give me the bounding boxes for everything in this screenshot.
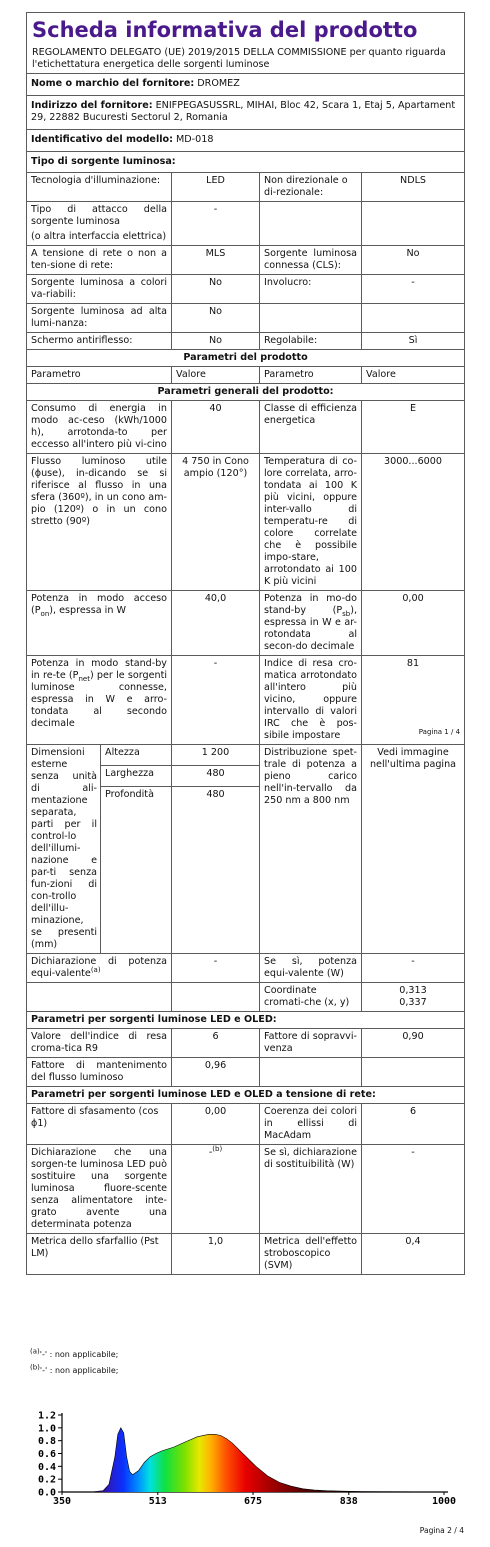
page-number-1: Pagina 1 / 4: [418, 728, 461, 736]
networked-standby-text: Potenza in modo stand-by in re-te (P: [31, 658, 167, 681]
chromaticity-x: 0,313: [399, 985, 427, 996]
y-tick-label: 0.0: [37, 1487, 56, 1499]
networked-standby-text-2: ) per le sorgenti luminose connesse, espressa in W e arro-tondata al secondo decimale: [31, 670, 167, 729]
efficiency-class-label: Classe di efficienza energetica: [260, 401, 362, 454]
empty-cell-1: [27, 983, 172, 1012]
source-type-header: Tipo di sorgente luminosa:: [27, 152, 465, 173]
y-tick-label: 0.4: [37, 1461, 56, 1473]
chromaticity-y: 0,337: [399, 997, 427, 1008]
on-mode-power-label: [27, 591, 172, 656]
footnote-b-mark: (b): [30, 1363, 40, 1372]
replacement-claim-value: [172, 1145, 260, 1234]
standby-power-label: [260, 591, 362, 656]
source-value-2b: [362, 202, 465, 246]
source-label-6b: Regolabile:: [260, 333, 362, 350]
flicker-label: Metrica dello sfarfallio (Pst LM): [27, 1234, 172, 1275]
standby-power-value: 0,00: [362, 591, 465, 656]
equivalent-power-label: [27, 954, 172, 983]
dim-depth-label: Profondità: [101, 786, 172, 806]
source-value-6b: Sì: [362, 333, 465, 350]
footnote-b-text: '-' : non applicabile;: [39, 1366, 119, 1375]
y-tick-label: 0.6: [37, 1449, 56, 1460]
r9-label: Valore dell'indice di resa croma-tica R9: [27, 1029, 172, 1058]
r9-value: 6: [172, 1029, 260, 1058]
y-tick-label: 0.8: [37, 1436, 56, 1448]
spectral-distribution-label: Distribuzione spet-trale di potenza a pieno carico nell'in-tervallo da 250 nm a 800 nm: [260, 745, 362, 954]
standby-power-sub: sb: [342, 609, 351, 618]
supplier-address-label: Indirizzo del fornitore:: [31, 100, 153, 111]
x-tick-label: 675: [243, 1496, 263, 1507]
source-value-4b: -: [362, 275, 465, 304]
survival-factor-value: 0,90: [362, 1029, 465, 1058]
source-label-2: [27, 202, 172, 246]
standby-power-text-2: ), espressa in W e ar-rotondata al secon-do decimale: [264, 605, 357, 652]
title-cell: [27, 13, 465, 74]
source-value-5b: [362, 304, 465, 333]
lumen-maintenance-value: 0,96: [172, 1058, 260, 1087]
stroboscopic-value: 0,4: [362, 1234, 465, 1275]
source-label-3b: Sorgente luminosa connessa (CLS):: [260, 246, 362, 275]
displacement-factor-value: 0,00: [172, 1104, 260, 1145]
source-label-4: Sorgente luminosa a colori va-riabili:: [27, 275, 172, 304]
x-tick-label: 838: [339, 1496, 358, 1507]
chromaticity-label: Coordinate cromati-che (x, y): [260, 983, 362, 1012]
model-label: Identificativo del modello:: [31, 134, 173, 145]
source-value-4: No: [172, 275, 260, 304]
col-header-value-1: Valore: [172, 367, 260, 384]
supplier-name-row: [27, 74, 465, 96]
color-temperature-value: 3000...6000: [362, 454, 465, 591]
spectrum-area: [62, 1428, 444, 1492]
displacement-factor-label: Fattore di sfasamento (cos ɸ1): [27, 1104, 172, 1145]
supplier-address: ENIFPEGASUSSRL, MIHAI, Bloc 42, Scara 1, Etaj 5, Apartament 29, 22882 Bucuresti Sectorul 2, Romania: [31, 100, 456, 123]
luminous-flux-label: Flusso luminoso utile (ɸuse), in-dicando se si riferisce al flusso in una sfera (360º), in un cono am-pio (120º) o in un cono stretto (90º): [27, 454, 172, 591]
replacement-claim-label: Dichiarazione che una sorgen-te luminosa LED può sostituire una sorgente luminosa fluore-scente senza alimentatore inte-grato avente una determinata potenza: [27, 1145, 172, 1234]
x-tick-label: 513: [148, 1496, 167, 1507]
led-header: Parametri per sorgenti luminose LED e OLED:: [27, 1012, 465, 1029]
cri-label: Indice di resa cro-matica arrotondato all'intero più vicino, oppure intervallo di valori IRC che è pos-sibile impostare: [260, 656, 362, 745]
on-mode-power-text-2: ), espressa in W: [49, 605, 126, 616]
stroboscopic-label: Metrica dell'effetto stroboscopico (SVM): [260, 1234, 362, 1275]
luminous-flux-value: 4 750 in Cono ampio (120°): [172, 454, 260, 591]
equivalent-power-value: -: [172, 954, 260, 983]
model-row: [27, 130, 465, 152]
on-mode-power-text: Potenza in modo acceso (P: [31, 593, 167, 616]
col-header-param-2: Parametro: [260, 367, 362, 384]
equivalent-watt-value: -: [362, 954, 465, 983]
source-label-1: Tecnologia d'illuminazione:: [27, 173, 172, 202]
footnote-a-text: '-' : non applicabile;: [39, 1350, 119, 1359]
source-value-1b: NDLS: [362, 173, 465, 202]
general-header: Parametri generali del prodotto:: [27, 384, 465, 401]
efficiency-class-value: E: [362, 401, 465, 454]
networked-standby-label: [27, 656, 172, 745]
spectral-distribution-value: Vedi immagine nell'ultima pagina: [362, 745, 465, 954]
standby-power-text: Potenza in mo-do stand-by (P: [264, 593, 357, 616]
color-temperature-label: Temperatura di co-lore correlata, arro-tondata ai 100 K più vicini, oppure inter-vallo di temperatu-re di colore correlate che è possibile impo-stare, arrotondato ai 100 K più vicini: [260, 454, 362, 591]
equivalent-watt-label: Se sì, potenza equi-valente (W): [260, 954, 362, 983]
on-mode-power-value: 40,0: [172, 591, 260, 656]
dim-width-label: Larghezza: [101, 765, 172, 786]
source-label-5b: [260, 304, 362, 333]
source-value-5: No: [172, 304, 260, 333]
regulation-text: REGOLAMENTO DELEGATO (UE) 2019/2015 DELLA COMMISSIONE per quanto riguarda l'etichettatura energetica delle sorgenti luminose: [32, 47, 446, 70]
col-header-value-2: Valore: [362, 367, 465, 384]
dim-height-label: Altezza: [101, 745, 172, 766]
energy-consumption-value: 40: [172, 401, 260, 454]
flicker-value: 1,0: [172, 1234, 260, 1275]
replacement-watt-value: -: [362, 1145, 465, 1234]
product-information-sheet: [26, 12, 464, 1275]
page-number-2: Pagina 2 / 4: [419, 1526, 464, 1535]
on-mode-power-sub: on: [40, 609, 50, 618]
source-label-5: Sorgente luminosa ad alta lumi-nanza:: [27, 304, 172, 333]
mains-header: Parametri per sorgenti luminose LED e OLED a tensione di rete:: [27, 1087, 465, 1104]
cri-cell: [362, 656, 465, 745]
dim-depth-value: 480: [172, 786, 260, 806]
energy-consumption-label: Consumo di energia in modo ac-ceso (kWh/1000 h), arrotonda-to per eccesso all'intero più vi-cino: [27, 401, 172, 454]
cri-value: 81: [406, 658, 420, 669]
col-header-param-1: Parametro: [27, 367, 172, 384]
empty-cell-3: [260, 1058, 362, 1087]
footnote-a: [30, 1347, 119, 1360]
dim-spacer-1: [101, 806, 172, 953]
supplier-address-row: [27, 96, 465, 130]
dim-height-value: 1 200: [172, 745, 260, 766]
source-label-2b: [260, 202, 362, 246]
params-header: Parametri del prodotto: [27, 350, 465, 367]
source-value-6: No: [172, 333, 260, 350]
source-value-2: -: [172, 202, 260, 246]
source-label-2-text: Tipo di attacco della sorgente luminosa: [31, 204, 167, 227]
chromaticity-value: [362, 983, 465, 1012]
color-consistency-label: Coerenza dei colori in ellissi di MacAdam: [260, 1104, 362, 1145]
footnote-b: [30, 1363, 119, 1376]
source-value-3: MLS: [172, 246, 260, 275]
replacement-claim-dash: -: [208, 1147, 213, 1158]
source-label-6: Schermo antiriflesso:: [27, 333, 172, 350]
dimensions-label: Dimensioni esterne senza unità di ali-mentazione separata, parti per il control-lo dell'illumi-nazione e par-ti senza fun-zioni di con-trollo dell'illu-minazione, se presenti (mm): [27, 745, 101, 954]
dim-spacer-2: [172, 806, 260, 953]
y-tick-label: 0.2: [37, 1474, 56, 1486]
spectral-power-chart: [0, 1406, 490, 1526]
source-value-1: LED: [172, 173, 260, 202]
color-consistency-value: 6: [362, 1104, 465, 1145]
y-tick-label: 1.0: [37, 1423, 56, 1435]
source-label-4b: Involucro:: [260, 275, 362, 304]
source-label-1b: Non direzionale o di-rezionale:: [260, 173, 362, 202]
equivalent-power-text: Dichiarazione di potenza equi-valente: [31, 956, 167, 979]
info-table: [26, 12, 465, 1275]
lumen-maintenance-label: Fattore di mantenimento del flusso luminoso: [27, 1058, 172, 1087]
dim-width-value: 480: [172, 765, 260, 786]
survival-factor-label: Fattore di sopravvi-venza: [260, 1029, 362, 1058]
footnote-ref-a: (a): [90, 965, 101, 974]
y-tick-label: 1.2: [37, 1410, 56, 1422]
replacement-watt-label: Se sì, dichiarazione di sostituibilità (W): [260, 1145, 362, 1234]
footnote-a-mark: (a): [30, 1347, 40, 1356]
source-label-2-note: (o altra interfaccia elettrica): [31, 231, 167, 242]
source-label-3: A tensione di rete o non a ten-sione di rete:: [27, 246, 172, 275]
page-title: Scheda informativa del prodotto: [32, 18, 418, 42]
empty-cell-2: [172, 983, 260, 1012]
footnote-ref-b: (b): [212, 1144, 223, 1153]
supplier-name-label: Nome o marchio del fornitore:: [31, 78, 195, 89]
x-tick-label: 350: [52, 1496, 72, 1507]
source-value-3b: No: [362, 246, 465, 275]
model-id: MD-018: [176, 134, 214, 145]
networked-standby-value: -: [172, 656, 260, 745]
x-tick-label: 1000: [431, 1496, 457, 1507]
networked-standby-sub: net: [78, 674, 90, 683]
supplier-name: DROMEZ: [197, 78, 240, 89]
empty-cell-4: [362, 1058, 465, 1087]
